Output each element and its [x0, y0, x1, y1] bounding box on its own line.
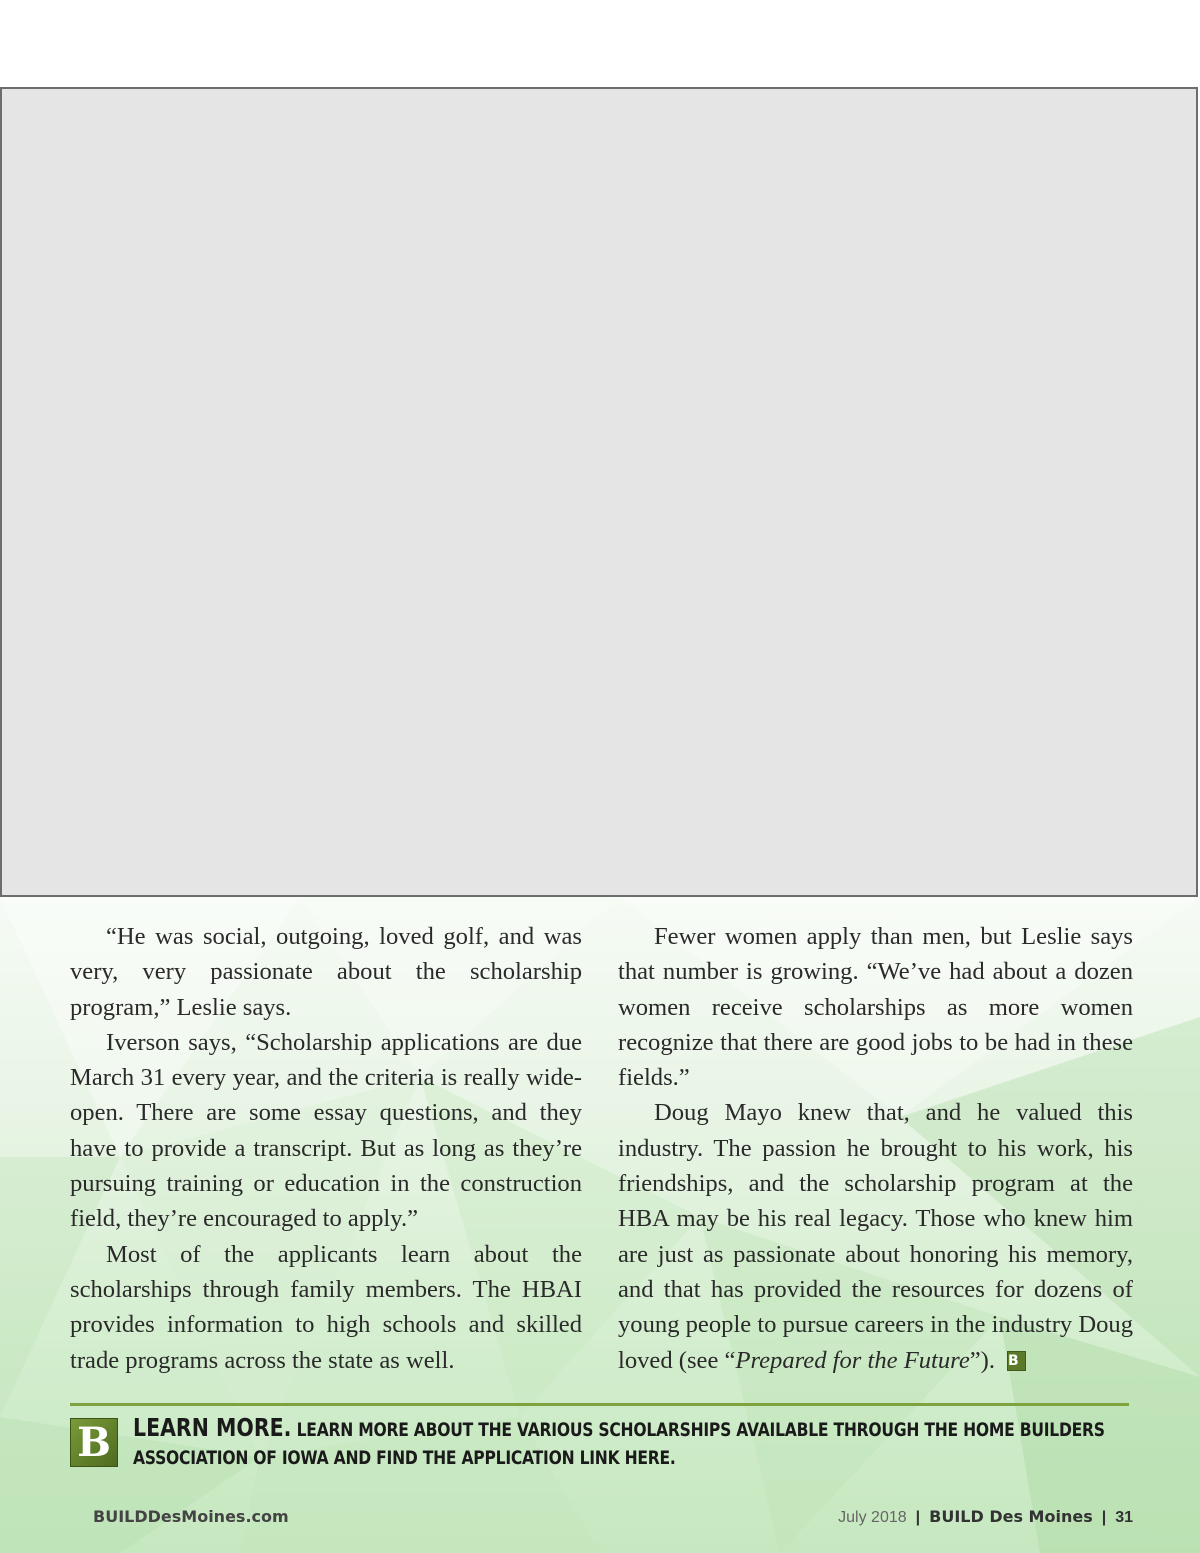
paragraph-text: Doug Mayo knew that, and he valued this industry. The passion he brought to his work, his friendships, and the scholarship program at the HBA may be his real legacy. Those who knew him are just as passionate about honoring his memory, and that has provided the resources for dozens of young people to pursue careers in the industry Doug loved (see “ — [618, 1099, 1133, 1374]
paragraph: “He was social, outgoing, loved golf, and was very, very passionate about the scholarship program,” Leslie says. — [70, 923, 582, 1021]
paragraph: Iverson says, “Scholarship applications are due March 31 every year, and the criteria is really wide-open. There are some essay questions, and they have to provide a transcript. But as long as they’re pursuing training or education in the construction field, they’re encouraged to apply.” — [70, 1028, 582, 1233]
end-mark-icon: B — [1007, 1351, 1026, 1371]
article-left-column — [70, 919, 582, 1378]
photo-placeholder — [0, 87, 1198, 897]
footer-website[interactable]: BUILDDesMoines.com — [93, 1507, 289, 1526]
article-right-column — [618, 919, 1133, 1378]
section-divider — [70, 1403, 1129, 1406]
paragraph-tail: ”). — [969, 1346, 995, 1374]
article-reference-title: Prepared for the Future — [735, 1346, 970, 1374]
paragraph-last — [618, 1095, 1133, 1377]
build-logo-icon: B — [70, 1418, 118, 1467]
footer-issue-info — [838, 1507, 1133, 1527]
learn-more-callout[interactable] — [133, 1414, 1133, 1472]
page-number: 31 — [1115, 1509, 1133, 1526]
learn-more-heading: LEARN MORE. — [133, 1413, 292, 1442]
magazine-name: BUILD Des Moines — [929, 1507, 1093, 1526]
learn-more-text: LEARN MORE ABOUT THE VARIOUS SCHOLARSHIPS AVAILABLE THROUGH THE HOME BUILDERS ASSOCIATION OF IOWA AND FIND THE APPLICATION LINK HERE. — [133, 1419, 1105, 1469]
footer-separator: | — [1101, 1509, 1107, 1526]
footer-separator: | — [915, 1509, 921, 1526]
paragraph: Most of the applicants learn about the scholarships through family members. The HBAI provides information to high schools and skilled trade programs across the state as well. — [70, 1240, 582, 1374]
paragraph: Fewer women apply than men, but Leslie says that number is growing. “We’ve had about a dozen women receive scholarships as more women recognize that there are good jobs to be had in these fields.” — [618, 923, 1133, 1092]
issue-date: July 2018 — [838, 1509, 907, 1526]
